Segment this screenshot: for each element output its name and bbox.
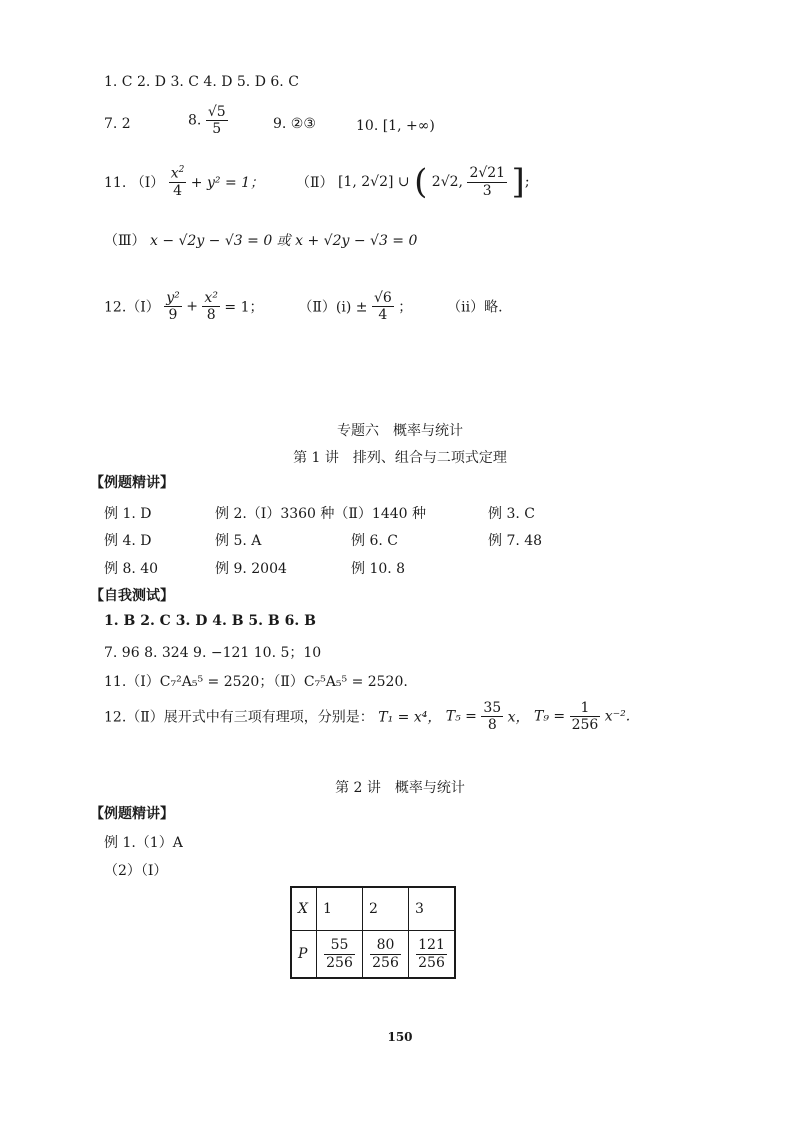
example-6: 例 6. C [351, 533, 398, 549]
selftest-t5-numerator: 35 [483, 700, 502, 716]
row-label-p: P [291, 931, 317, 979]
x-value-3: 3 [409, 887, 456, 931]
answer-7: 7. 2 [104, 116, 131, 132]
answer-8-fraction [206, 104, 228, 137]
q11-label: 11. （Ⅰ） [104, 174, 165, 191]
q11-ii-numerator: 2√21 [469, 165, 506, 182]
q11-part1 [104, 165, 264, 199]
lecture-1-title: 第 1 讲 排列、组合与二项式定理 [293, 450, 507, 466]
selftest-t5-denominator: 8 [487, 717, 497, 734]
answer-8-denominator: 5 [212, 121, 222, 138]
distribution-table [290, 886, 456, 979]
selftest-t1: T₁ = x⁴， [378, 709, 442, 726]
q11-ii-denominator: 3 [482, 182, 492, 199]
example-5: 例 5. A [215, 533, 262, 549]
example-1: 例 1. D [104, 506, 152, 522]
q12-f1-numerator: y² [166, 290, 180, 306]
q11-part2: （Ⅱ） [1, 2√2] ∪ ( 2√2, $\frac{2√21}{3}$ ]; [296, 162, 530, 202]
x-value-2: 2 [363, 887, 409, 931]
q12-f2-numerator: x² [204, 290, 218, 306]
x-value-1: 1 [317, 887, 363, 931]
q11-ii-label: （Ⅱ） [296, 175, 334, 191]
lecture-2-title: 第 2 讲 概率与统计 [335, 780, 465, 796]
q11-i-fraction [169, 165, 187, 199]
q11-ii-interval2: 2√2, [431, 174, 463, 190]
q11-i-var: x [170, 165, 179, 182]
q11-i-rest: + y² = 1； [190, 174, 265, 191]
q12-f3-denominator: 4 [378, 307, 388, 324]
p3-denominator: 256 [418, 954, 445, 971]
example-10: 例 10. 8 [351, 561, 406, 577]
q12-fraction-1 [164, 290, 182, 323]
q11-iii-label: （Ⅲ） [104, 233, 146, 249]
q12-label: 12.（Ⅰ） [104, 299, 160, 316]
q12-sep: ； [398, 299, 413, 316]
q12-eq: = 1； [224, 299, 264, 316]
answers-row-1: 1. C 2. D 3. C 4. D 5. D 6. C [104, 74, 299, 90]
p2-denominator: 256 [372, 954, 399, 971]
p3-numerator: 121 [418, 937, 445, 954]
q12-f1-denominator: 9 [168, 307, 178, 324]
answer-10: 10. [1, +∞) [356, 118, 435, 134]
selftest-t9-label: T₉ = [534, 708, 566, 725]
q11-i-numerator: $x^2$ [170, 165, 185, 182]
selftest-t5-label: T₅ = [445, 708, 477, 725]
page-number: 150 [387, 1030, 413, 1044]
selftest-row-3: 11.（Ⅰ）C₇²A₅⁵ = 2520；（Ⅱ）C₇⁵A₅⁵ = 2520. [104, 674, 408, 690]
example-3: 例 3. C [488, 506, 535, 522]
answer-9: 9. ②③ [273, 116, 316, 132]
q11-iii-equation: x − √2y − √3 = 0 或 x + √2y − √3 = 0 [149, 233, 418, 249]
selftest-row-2: 7. 96 8. 324 9. −121 10. 5；10 [104, 645, 322, 661]
example-8: 例 8. 40 [104, 561, 159, 577]
p-value-2 [363, 931, 409, 979]
selftest-row-1: 1. B 2. C 3. D 4. B 5. B 6. B [104, 613, 316, 629]
answer-8-label: 8. [188, 112, 202, 129]
section-title: 专题六 概率与统计 [337, 423, 463, 439]
q11-ii-union: ∪ [397, 174, 410, 190]
examples2-heading: 【例题精讲】 [90, 806, 174, 822]
q12 [104, 290, 503, 323]
q12-ii-label: （Ⅱ）(i) ± [298, 299, 368, 316]
selftest-q12-text: 12.（Ⅱ）展开式中有三项有理项，分别是： [104, 709, 374, 726]
p1-denominator: 256 [326, 954, 353, 971]
p-value-1 [317, 931, 363, 979]
q11-ii-open-paren: ( [414, 162, 428, 202]
q11-ii-fraction [467, 165, 507, 198]
example2-1-2: （2）（Ⅰ） [104, 863, 168, 879]
q11-part3 [104, 230, 417, 250]
selftest-t9-tail: x⁻². [604, 708, 631, 725]
examples-heading: 【例题精讲】 [90, 475, 174, 491]
q11-ii-close-bracket: ] [511, 162, 525, 202]
p1-numerator: 55 [324, 937, 355, 954]
selftest-t9-denominator: 256 [571, 717, 599, 734]
selftest-row-4 [104, 700, 630, 733]
table-row-p [291, 931, 455, 979]
q12-fraction-3 [372, 290, 394, 323]
selftest-t9-numerator: 1 [570, 700, 601, 717]
q12-plus: + [186, 298, 198, 315]
selftest-t5-fraction [481, 700, 503, 733]
answer-8 [188, 104, 228, 137]
table-row-x [291, 887, 455, 931]
q11-i-denominator: 4 [173, 182, 182, 199]
q12-f3-numerator: √6 [373, 290, 392, 306]
example-2: 例 2.（Ⅰ）3360 种（Ⅱ）1440 种 [215, 506, 427, 522]
p-value-3 [409, 931, 456, 979]
q12-fraction-2 [202, 290, 220, 323]
example-7: 例 7. 48 [488, 533, 543, 549]
answer-8-numerator: √5 [207, 104, 226, 120]
q12-f2-denominator: 8 [206, 307, 216, 324]
selftest-t9-fraction [570, 700, 601, 733]
example-4: 例 4. D [104, 533, 152, 549]
selftest-t5-tail: x， [507, 709, 530, 726]
example-9: 例 9. 2004 [215, 561, 287, 577]
example2-1-1: 例 1.（1）A [104, 835, 183, 851]
p2-numerator: 80 [370, 937, 401, 954]
row-label-x: X [291, 887, 317, 931]
q12-ii-2: （ii）略. [447, 299, 503, 316]
q11-ii-interval1: [1, 2√2] [337, 174, 394, 190]
selftest-heading: 【自我测试】 [90, 588, 174, 604]
